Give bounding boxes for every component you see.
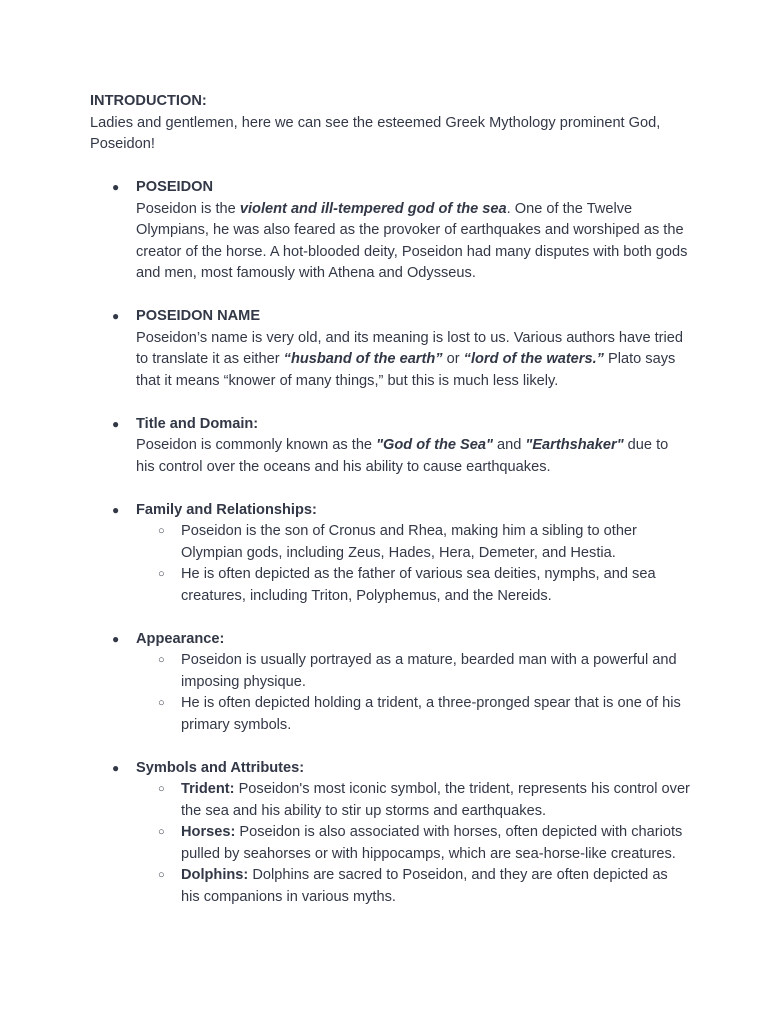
section-body: Poseidon is the violent and ill-tempered god of the sea. One of the Twelve Olympians, he was also feared as the provoker of earthquakes and worshiped as the creator of the horse. A hot-blooded deity, Poseidon had many disputes with both gods and men, most famously with Athena and Odysseus.: [136, 200, 688, 281]
list-item: ○ Horses: Poseidon is also associated with horses, often depicted with chariots pulled by seahorses or with hippocamps, which are sea-horse-like creatures.: [158, 824, 683, 862]
term-label: Trident:: [181, 781, 235, 797]
bullet-icon: ●: [112, 760, 120, 775]
emphasis-text: "Earthshaker": [525, 437, 624, 453]
list-item: ○ He is often depicted holding a trident, a three-pronged spear that is one of his primary symbols.: [158, 695, 681, 733]
emphasis-text: "God of the Sea": [376, 437, 493, 453]
section-family: [90, 500, 690, 608]
circle-bullet-icon: ○: [158, 783, 165, 795]
sub-list: [136, 521, 690, 607]
section-symbols: [90, 758, 690, 909]
circle-bullet-icon: ○: [158, 826, 165, 838]
emphasis-text: violent and ill-tempered god of the sea: [239, 200, 507, 217]
section-poseidon: [90, 177, 690, 285]
bullet-icon: ●: [112, 309, 120, 323]
list-item: ○ Trident: Poseidon's most iconic symbol, the trident, represents his control over the sea and his ability to stir up storms and earthquakes.: [158, 781, 690, 819]
list-item: ○ He is often depicted as the father of various sea deities, nymphs, and sea creatures, including Triton, Polyphemus, and the Nereids.: [158, 566, 656, 604]
list-item: ○ Poseidon is the son of Cronus and Rhea, making him a sibling to other Olympian gods, including Zeus, Hades, Hera, Demeter, and Hestia.: [158, 523, 637, 561]
intro-heading: INTRODUCTION:: [90, 93, 207, 109]
section-body: Poseidon’s name is very old, and its meaning is lost to us. Various authors have tried to translate it as either “husband of the earth” or “lord of the waters.” Plato says that it means “knower of many things,” but this is much less likely.: [136, 329, 684, 389]
section-title: Title and Domain:: [136, 415, 259, 432]
section-body: Poseidon is commonly known as the "God of the Sea" and "Earthshaker" due to his control over the oceans and his ability to cause earthquakes.: [136, 437, 669, 475]
term-label: Horses:: [181, 824, 236, 840]
term-label: Dolphins:: [181, 867, 249, 883]
section-appearance: [90, 629, 690, 737]
emphasis-text: “lord of the waters.”: [463, 351, 604, 367]
bullet-icon: ●: [112, 631, 120, 646]
circle-bullet-icon: ○: [158, 568, 165, 580]
list-item: ○ Poseidon is usually portrayed as a mature, bearded man with a powerful and imposing physique.: [158, 652, 677, 690]
bullet-icon: ●: [112, 502, 120, 517]
intro-text: Ladies and gentlemen, here we can see the esteemed Greek Mythology prominent God, Poseidon!: [90, 114, 661, 152]
circle-bullet-icon: ○: [158, 654, 165, 666]
section-title: Symbols and Attributes:: [136, 759, 305, 776]
list-item: ○ Dolphins: Dolphins are sacred to Poseidon, and they are often depicted as his companions in various myths.: [158, 867, 668, 905]
section-title: POSEIDON: [136, 179, 214, 195]
emphasis-text: “husband of the earth”: [283, 351, 443, 367]
sub-list: [136, 650, 690, 736]
document-page: [90, 91, 690, 908]
bullet-icon: ●: [112, 180, 120, 194]
section-title: Appearance:: [136, 630, 225, 647]
circle-bullet-icon: ○: [158, 869, 165, 881]
sub-list: [136, 779, 690, 908]
circle-bullet-icon: ○: [158, 525, 165, 537]
section-title: Family and Relationships:: [136, 501, 317, 518]
bullet-icon: ●: [112, 416, 120, 431]
section-title-domain: [90, 414, 690, 479]
section-title: POSEIDON NAME: [136, 308, 261, 324]
circle-bullet-icon: ○: [158, 697, 165, 709]
section-poseidon-name: [90, 306, 690, 392]
